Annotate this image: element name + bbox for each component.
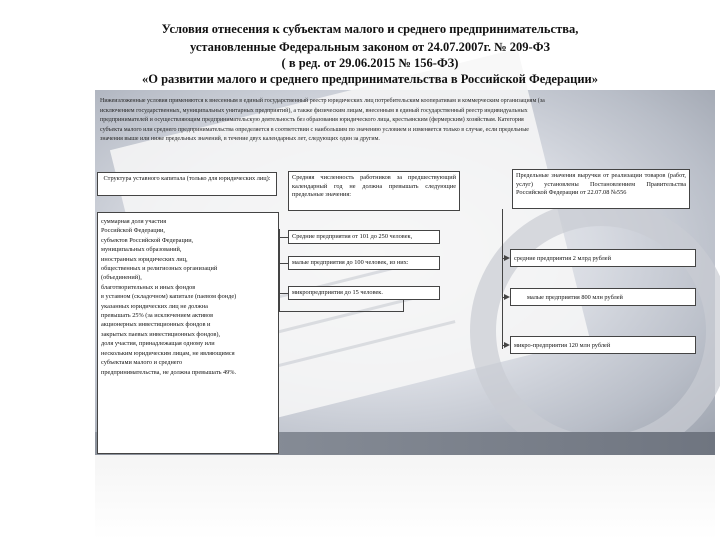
intro-paragraph: [100, 97, 710, 145]
title-line-4: «О развитии малого и среднего предпринимательства в Российской Федерации»: [141, 72, 599, 86]
capital-condition-line: превышать 25% (за исключением активов: [101, 312, 214, 320]
revenue-arrow-small: [504, 294, 510, 300]
capital-condition-line: муниципальных образований,: [101, 246, 182, 254]
capital-condition-line: иностранных юридических лиц,: [101, 255, 188, 263]
capital-condition-line: доля участия, принадлежащая одному или: [101, 340, 215, 348]
background-binder-ring: [470, 200, 720, 462]
employees-small-box: малые предприятия до 100 человек, из них:: [288, 256, 440, 270]
background-bottom-panel: [95, 455, 715, 540]
capital-condition-line: акционерных инвестиционных фондов и: [101, 321, 211, 329]
employees-medium-box: Средние предприятия от 101 до 250 человек,: [288, 230, 440, 244]
intro-line: исключением государственных, муниципальных унитарных предприятий), а также физическим лицам, внесенным в единый государственный реестр индивидуальных: [100, 107, 528, 114]
employees-micro-box: микропредприятия до 15 человек.: [288, 286, 440, 300]
employees-connector-bottom: [279, 311, 403, 312]
title-line-2: установленные Федеральным законом от 24.07.2007г. № 209-ФЗ: [189, 40, 551, 54]
capital-structure-conditions-box: [97, 212, 279, 454]
revenue-arrow-medium: [504, 255, 510, 261]
capital-condition-line: предпринимательства, не должна превышать 49%.: [101, 368, 237, 376]
intro-line: предпринимателей и осуществляющим предпринимательскую деятельность без образования юридического лица, крестьянским (фермерским) хозяйствам. Категория: [100, 117, 524, 123]
employees-connector-micro: [279, 293, 288, 294]
employees-connector-small: [279, 263, 288, 264]
title-line-3: ( в ред. от 29.06.2015 № 156-ФЗ): [281, 56, 459, 70]
capital-condition-line: благотворительных и иных фондов: [101, 283, 196, 291]
revenue-small-box: малые предприятия 800 млн рублей: [510, 288, 696, 306]
title-line-1: Условия отнесения к субъектам малого и среднего предпринимательства,: [161, 22, 579, 36]
revenue-connector-vertical: [502, 209, 503, 349]
revenue-header-box: Предельные значения выручки от реализации товаров (работ, услуг) установлены Постановлением Правительства Российской Федерации от 22.07.08 №556: [512, 169, 690, 209]
capital-condition-line: субъектов Российской Федерации,: [101, 236, 194, 244]
revenue-arrow-micro: [504, 342, 510, 348]
capital-condition-line: общественных и религиозных организаций: [101, 265, 218, 273]
revenue-micro-box: микро-предприятия 120 млн рублей: [510, 336, 696, 354]
capital-condition-line: (объединений),: [101, 274, 142, 282]
capital-condition-line: нескольким юридическим лицам, не являющимся: [101, 349, 235, 357]
capital-condition-line: субъектами малого и среднего: [101, 359, 183, 367]
employees-connector-medium: [279, 237, 288, 238]
capital-condition-line: указанных юридических лиц не должна: [101, 302, 208, 310]
capital-structure-header-box: Структура уставного капитала (только для юридических лиц):: [97, 172, 277, 196]
capital-condition-line: суммарная доля участия: [101, 218, 167, 225]
intro-line: субъекта малого или среднего предпринимательства определяется в соответствии с наибольшим по значению условием и изменяется только в случае, если предельные: [100, 126, 529, 133]
capital-condition-line: в уставном (складочном) капитале (паевом фонде): [101, 293, 237, 301]
employees-connector-vertical: [279, 229, 280, 312]
employees-connector-up: [403, 300, 404, 312]
intro-line: Нижеизложенные условия применяются к внесенным в единый государственный реестр юридических лиц потребительским кооперативам и коммерческим организациям (за: [100, 98, 545, 104]
intro-line: значения выше или ниже предельных значений, в течение двух календарных лет, следующих один за другим.: [100, 136, 380, 142]
employees-header-box: Средняя численность работников за предшествующий календарный год не должна превышать следующие предельные значения:: [288, 171, 460, 211]
capital-condition-line: Российской Федерации,: [101, 227, 165, 235]
capital-condition-line: закрытых паевых инвестиционных фондов),: [101, 330, 221, 338]
revenue-medium-box: средние предприятия 2 млрд рублей: [510, 249, 696, 267]
